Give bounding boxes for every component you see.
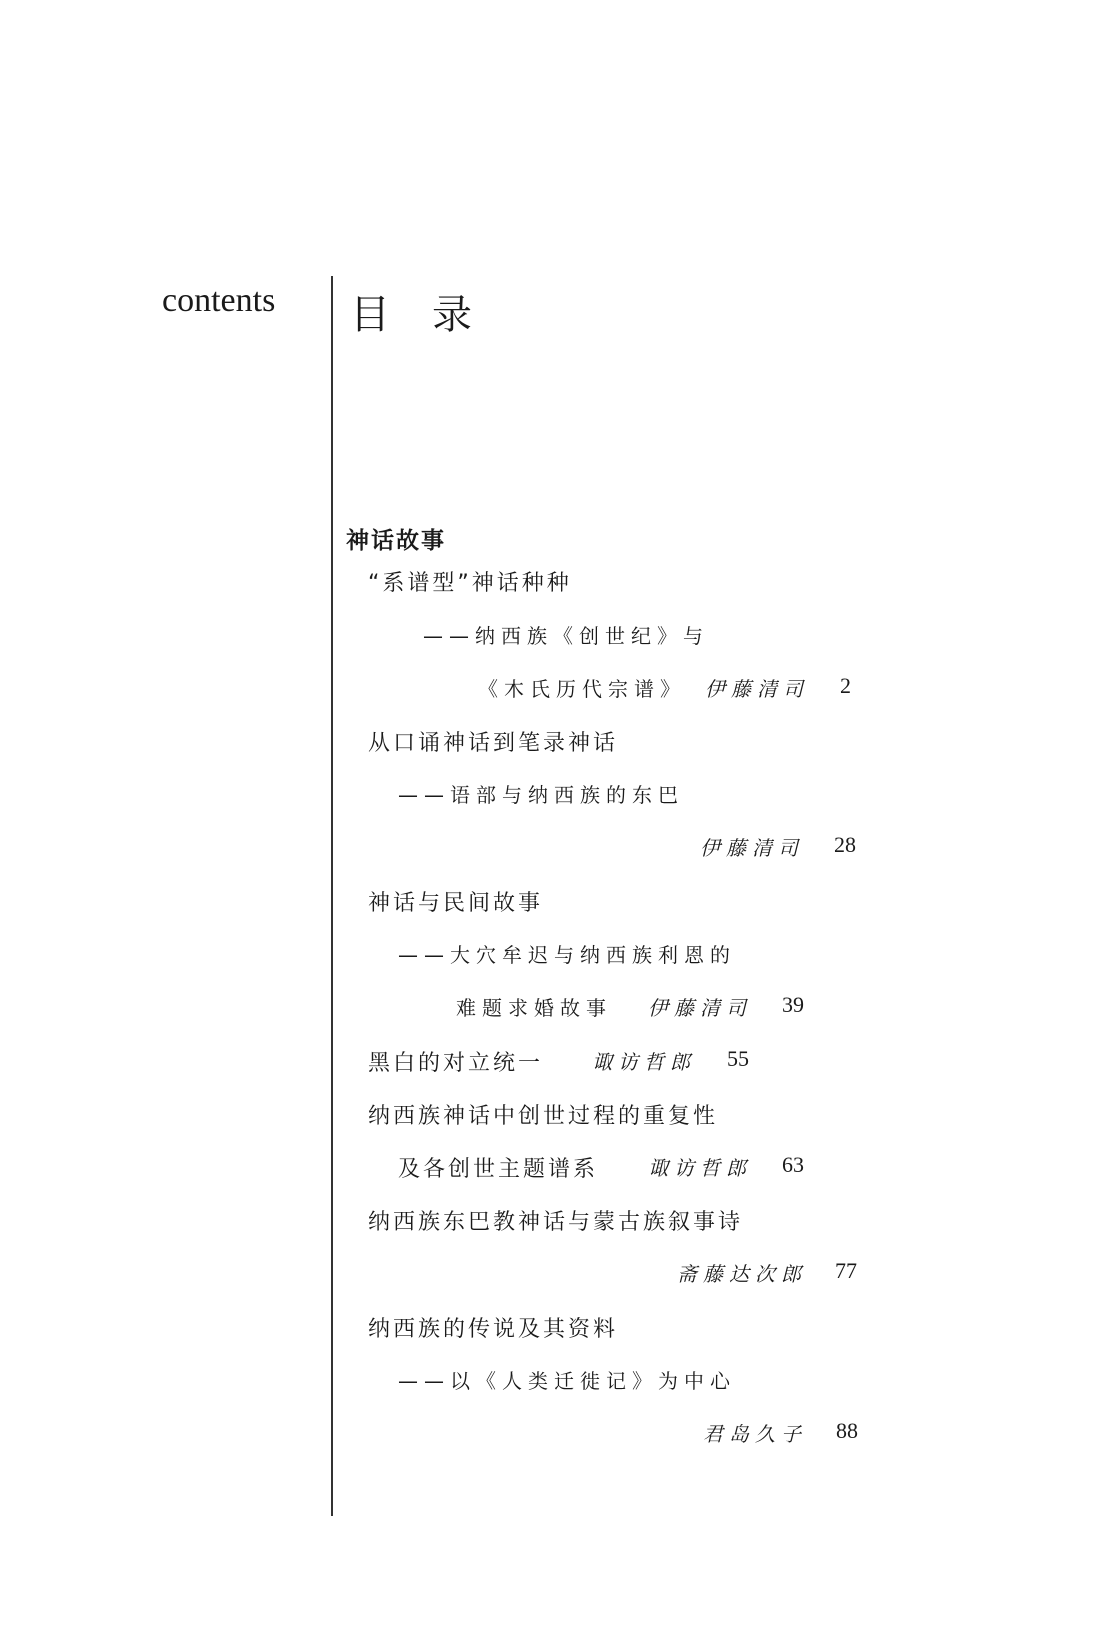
entry-title: 从口诵神话到笔录神话 bbox=[368, 731, 619, 756]
entry-page: 55 bbox=[727, 1046, 749, 1071]
section-heading: 神话故事 bbox=[346, 528, 446, 554]
entry-title: 黑白的对立统一 bbox=[368, 1051, 544, 1076]
entry-title: 纳西族东巴教神话与蒙古族叙事诗 bbox=[368, 1210, 744, 1235]
entry-author: 诹访哲郎 bbox=[592, 1050, 696, 1074]
entry-author: 君岛久子 bbox=[703, 1422, 807, 1446]
entry-subtitle: 难题求婚故事 bbox=[456, 996, 612, 1020]
entry-page: 39 bbox=[782, 992, 804, 1017]
entry-subtitle: ——纳西族《创世纪》与 bbox=[423, 624, 709, 648]
entry-title: 纳西族神话中创世过程的重复性 bbox=[368, 1104, 719, 1129]
entry-page: 77 bbox=[835, 1258, 857, 1283]
entry-subtitle: 《木氏历代宗谱》 bbox=[478, 677, 686, 701]
contents-label: contents bbox=[162, 282, 276, 319]
entry-page: 63 bbox=[782, 1152, 804, 1177]
entry-page: 2 bbox=[840, 673, 851, 698]
entry-title: 神话与民间故事 bbox=[368, 891, 544, 916]
entry-author: 斋藤达次郎 bbox=[677, 1262, 807, 1286]
entry-subtitle: ——语部与纳西族的东巴 bbox=[398, 783, 684, 807]
entry-author: 伊藤清司 bbox=[700, 836, 804, 860]
entry-title: 纳西族的传说及其资料 bbox=[368, 1317, 619, 1342]
entry-title: “系谱型”神话种种 bbox=[368, 571, 572, 596]
entry-subtitle: ——以《人类迁徙记》为中心 bbox=[398, 1369, 736, 1393]
vertical-divider bbox=[331, 276, 333, 1516]
entry-page: 88 bbox=[836, 1418, 858, 1443]
entry-author: 伊藤清司 bbox=[705, 677, 809, 701]
entry-page: 28 bbox=[834, 832, 856, 857]
entry-subtitle: 及各创世主题谱系 bbox=[398, 1157, 599, 1182]
entry-author: 诹访哲郎 bbox=[648, 1156, 752, 1180]
page-title: 目录 bbox=[350, 292, 514, 338]
entry-author: 伊藤清司 bbox=[648, 996, 752, 1020]
entry-subtitle: ——大穴牟迟与纳西族利恩的 bbox=[398, 943, 736, 967]
